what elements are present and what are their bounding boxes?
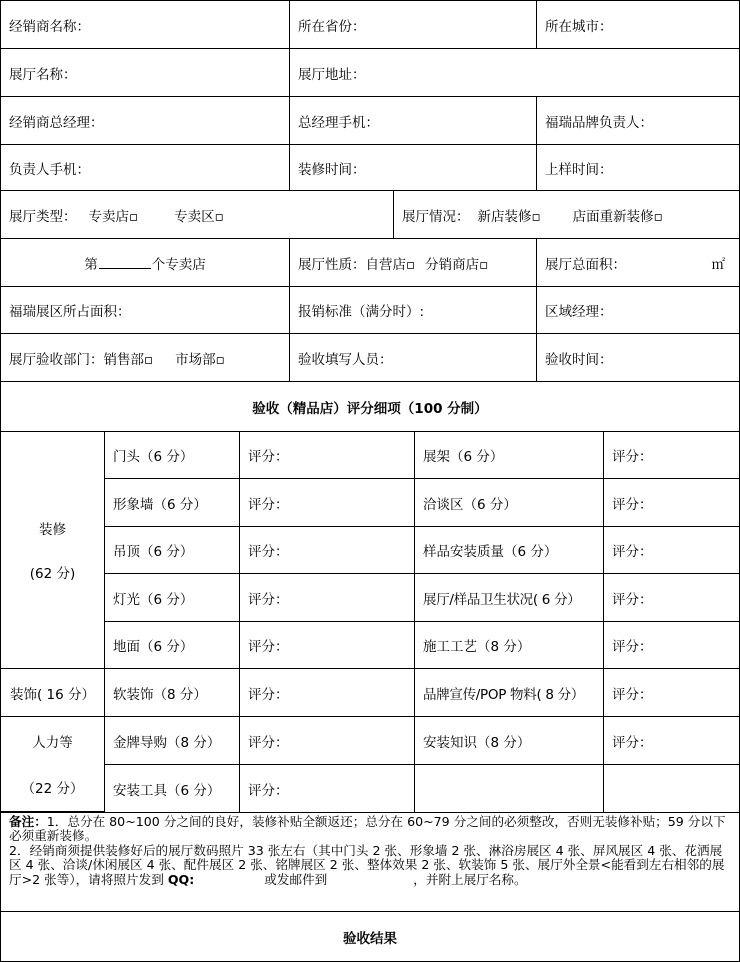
item-hygiene: 展厅/样品卫生状况( 6 分） — [414, 573, 604, 622]
dept-option-sales[interactable]: 销售部▫ — [103, 351, 154, 368]
score-negotiation[interactable]: 评分： — [603, 478, 740, 527]
item-negotiation: 洽谈区（6 分） — [414, 478, 604, 527]
gm-phone-cell[interactable]: 总经理手机： — [289, 96, 537, 145]
hall-type-cell: 展厅类型： 专卖店▫ 专卖区▫ — [0, 190, 394, 239]
city-cell[interactable]: 所在城市： — [536, 0, 740, 49]
category-renovation: 装修 (62 分) — [0, 431, 105, 669]
hall-type-option-zone[interactable]: 专卖区▫ — [174, 208, 224, 225]
notes-line-1: 1．总分在 80~100 分之间的良好，装修补贴全额返还；总分在 60~79 分之间的必须整改，否则无装修补贴；59 分以下必须重新装修。 — [9, 814, 726, 844]
nature-option-distributor[interactable]: 分销商店▫ — [425, 256, 489, 273]
item-soft-decor: 软装饰（8 分） — [104, 668, 240, 717]
checkbox-icon[interactable]: ▫ — [215, 351, 225, 368]
owner-phone-cell[interactable]: 负责人手机： — [0, 144, 290, 191]
store-number-cell: 第 个专卖店 — [0, 238, 290, 287]
nature-option-self[interactable]: 自营店▫ — [365, 256, 416, 273]
score-door[interactable]: 评分： — [239, 431, 415, 479]
sample-time-cell[interactable]: 上样时间： — [536, 144, 740, 191]
notes-block: 备注：1．总分在 80~100 分之间的良好，装修补贴全额返还；总分在 60~79 分之间的必须整改，否则无装修补贴；59 分以下必须重新装修。 2．经销商须提供装修好后的展厅数码照片 33 张左右（其中门头 2 张、形象墙 2 张、淋浴房展区 4 张、屏风展区 4 张、花洒展区 4 张、洽谈/休闲展区 4 张、配件展区 2 张、铭牌展区 2 张、整体效果 2 张、软装饰 5 张、展厅外全景<能看到左右相邻的展厅>2 张等），请将照片发到 QQ: 或发邮件到 ，并附上展厅名称。 — [0, 812, 740, 912]
hall-status-option-redo[interactable]: 店面重新装修▫ — [572, 208, 663, 225]
store-number-blank[interactable] — [99, 256, 151, 269]
item-lighting: 灯光（6 分） — [104, 573, 240, 622]
hall-name-cell[interactable]: 展厅名称： — [0, 48, 290, 97]
dept-option-market[interactable]: 市场部▫ — [175, 351, 225, 368]
regional-manager-cell[interactable]: 区域经理： — [536, 286, 740, 334]
item-floor: 地面（6 分） — [104, 621, 240, 669]
brand-owner-cell[interactable]: 福瑞品牌负责人： — [536, 96, 740, 145]
notes-label: 备注： — [9, 814, 47, 829]
checkbox-icon[interactable]: ▫ — [479, 256, 489, 273]
reimburse-standard-cell[interactable]: 报销标准（满分时）: — [289, 286, 537, 334]
score-hygiene[interactable]: 评分： — [603, 573, 740, 622]
accept-time-cell[interactable]: 验收时间： — [536, 333, 740, 382]
score-soft-decor[interactable]: 评分： — [239, 668, 415, 717]
item-image-wall: 形象墙（6 分） — [104, 478, 240, 527]
empty-cell — [414, 764, 604, 813]
checkbox-icon[interactable]: ▫ — [129, 208, 139, 225]
item-ceiling: 吊顶（6 分） — [104, 526, 240, 574]
category-hr: 人力等 （22 分） — [0, 716, 105, 812]
score-floor[interactable]: 评分： — [239, 621, 415, 669]
furui-area-cell[interactable]: 福瑞展区所占面积： — [0, 286, 290, 334]
hall-status-option-new[interactable]: 新店装修▫ — [477, 208, 541, 225]
item-sample-install: 样品安装质量（6 分） — [414, 526, 604, 574]
checkbox-icon[interactable]: ▫ — [214, 208, 224, 225]
total-area-cell[interactable]: 展厅总面积： ㎡ — [536, 238, 740, 287]
renovation-time-cell[interactable]: 装修时间： — [289, 144, 537, 191]
item-pop: 品牌宣传/POP 物料( 8 分） — [414, 668, 604, 717]
notes-line-2: 2．经销商须提供装修好后的展厅数码照片 33 张左右（其中门头 2 张、形象墙 2 张、淋浴房展区 4 张、屏风展区 4 张、花洒展区 4 张、洽谈/休闲展区 4 张、配件展区 2 张、铭牌展区 2 张、整体效果 2 张、软装饰 5 张、展厅外全景<能看到左右相邻的展厅>2 张等），请将照片发到 — [9, 842, 725, 887]
item-guide: 金牌导购（8 分） — [104, 716, 240, 765]
item-install-knowledge: 安装知识（8 分） — [414, 716, 604, 765]
hall-address-cell[interactable]: 展厅地址： — [289, 48, 740, 97]
item-craft: 施工工艺（8 分） — [414, 621, 604, 669]
checkbox-icon[interactable]: ▫ — [406, 256, 416, 273]
score-guide[interactable]: 评分： — [239, 716, 415, 765]
empty-cell — [603, 764, 740, 813]
score-rack[interactable]: 评分： — [603, 431, 740, 479]
area-unit: ㎡ — [711, 256, 725, 273]
score-image-wall[interactable]: 评分： — [239, 478, 415, 527]
hall-type-option-store[interactable]: 专卖店▫ — [88, 208, 139, 225]
province-cell[interactable]: 所在省份： — [289, 0, 537, 49]
item-install-tools: 安装工具（6 分） — [104, 764, 240, 813]
score-pop[interactable]: 评分： — [603, 668, 740, 717]
accept-dept-cell: 展厅验收部门： 销售部▫ 市场部▫ — [0, 333, 290, 382]
checkbox-icon[interactable]: ▫ — [653, 208, 663, 225]
score-sample-install[interactable]: 评分： — [603, 526, 740, 574]
score-install-knowledge[interactable]: 评分： — [603, 716, 740, 765]
hall-nature-cell: 展厅性质： 自营店▫ 分销商店▫ — [289, 238, 537, 287]
result-title: 验收结果 — [0, 911, 740, 962]
qq-label: QQ: — [167, 871, 195, 887]
checkbox-icon[interactable]: ▫ — [531, 208, 541, 225]
hall-status-cell: 展厅情况： 新店装修▫ 店面重新装修▫ — [393, 190, 740, 239]
score-craft[interactable]: 评分： — [603, 621, 740, 669]
score-ceiling[interactable]: 评分： — [239, 526, 415, 574]
score-lighting[interactable]: 评分： — [239, 573, 415, 622]
dealer-name-cell[interactable]: 经销商名称： — [0, 0, 290, 49]
checkbox-icon[interactable]: ▫ — [144, 351, 154, 368]
scoring-title: 验收（精品店）评分细项（100 分制） — [0, 381, 740, 432]
category-decor: 装饰( 16 分） — [0, 668, 105, 717]
score-install-tools[interactable]: 评分： — [239, 764, 415, 813]
item-door: 门头（6 分） — [104, 431, 240, 479]
filler-cell[interactable]: 验收填写人员： — [289, 333, 537, 382]
item-rack: 展架（6 分） — [414, 431, 604, 479]
general-manager-cell[interactable]: 经销商总经理： — [0, 96, 290, 145]
